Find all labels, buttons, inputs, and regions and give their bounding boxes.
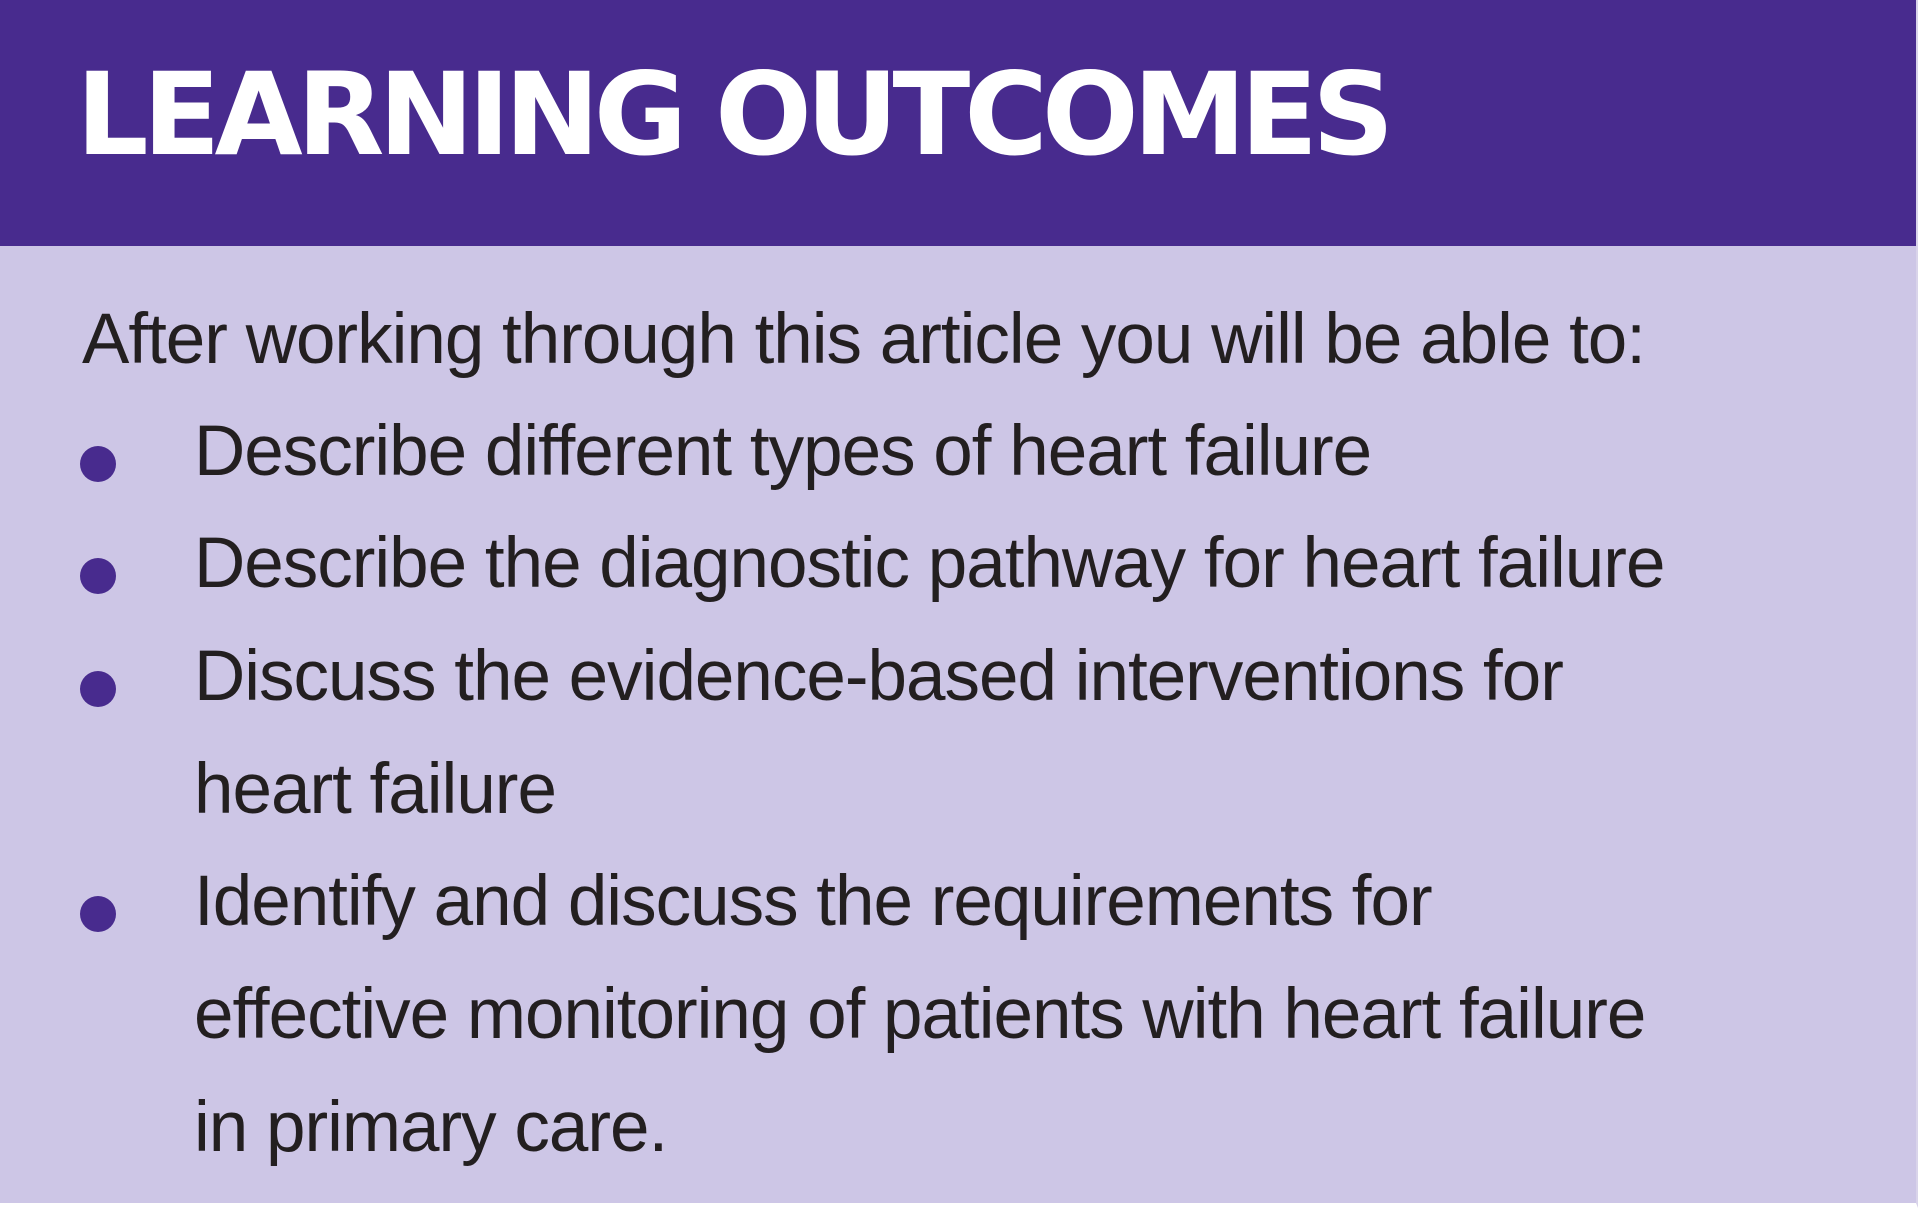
- intro-text: After working through this article you will be able to:: [82, 300, 1646, 379]
- bullet-icon: [80, 446, 116, 482]
- list-item-text: Describe different types of heart failure: [194, 412, 1372, 491]
- bullet-icon: [80, 671, 116, 707]
- list-item-text: Describe the diagnostic pathway for heart failure: [194, 524, 1665, 603]
- list-item-text: Discuss the evidence-based interventions for: [194, 637, 1563, 716]
- box-title: LEARNING OUTCOMES: [76, 48, 1389, 181]
- bullet-icon: [80, 558, 116, 594]
- list-item-text-continued: heart failure: [194, 750, 556, 829]
- list-item-text: Identify and discuss the requirements for: [194, 862, 1432, 941]
- list-item-text-continued: effective monitoring of patients with heart failure: [194, 975, 1646, 1054]
- list-item-text-continued: in primary care.: [194, 1088, 668, 1167]
- header-banner: [0, 0, 1916, 246]
- bullet-icon: [80, 896, 116, 932]
